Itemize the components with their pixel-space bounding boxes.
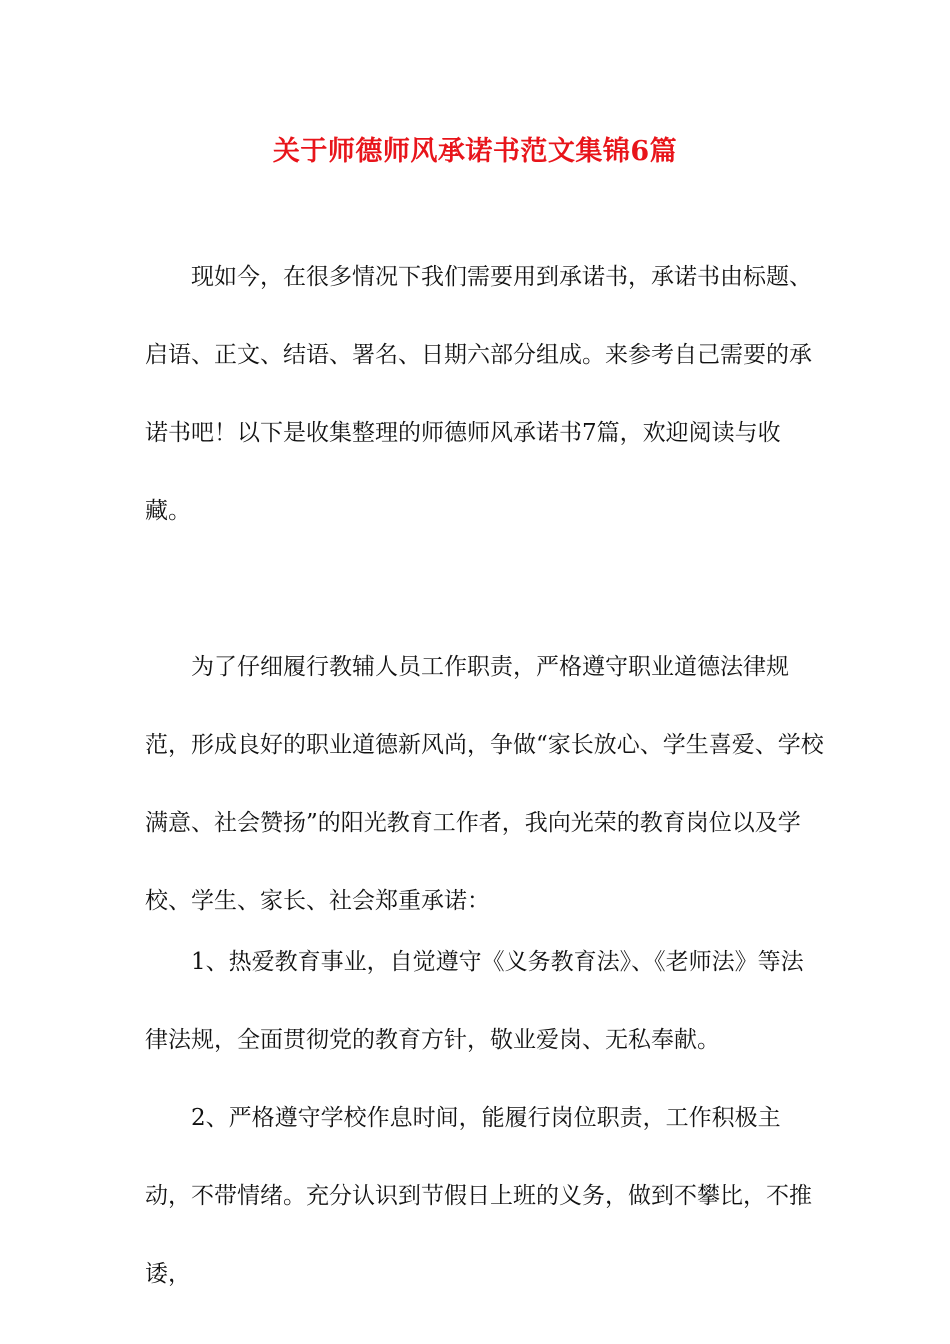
paragraph-pledge-item-2: 2、严格遵守学校作息时间，能履行岗位职责，工作积极主动，不带情绪。充分认识到节假日上班的义务，做到不攀比，不推诿， [145,1105,812,1287]
document-title: 关于师德师风承诺书范文集锦6篇 [272,136,678,167]
paragraph-pledge-preamble: 为了仔细履行教辅人员工作职责，严格遵守职业道德法律规范，形成良好的职业道德新风尚，争做“家长放心、学生喜爱、学校满意、社会赞扬”的阳光教育工作者，我向光荣的教育岗位以及学校、学生、家长、社会郑重承诺： [145,654,824,914]
paragraph-pledge-item-1: 1、热爱教育事业，自觉遵守《义务教育法》、《老师法》等法律法规，全面贯彻党的教育方针，敬业爱岗、无私奉献。 [145,949,804,1053]
paragraph-intro: 现如今，在很多情况下我们需要用到承诺书，承诺书由标题、启语、正文、结语、署名、日期六部分组成。来参考自己需要的承诺书吧！以下是收集整理的师德师风承诺书7篇，欢迎阅读与收藏。 [145,264,812,524]
